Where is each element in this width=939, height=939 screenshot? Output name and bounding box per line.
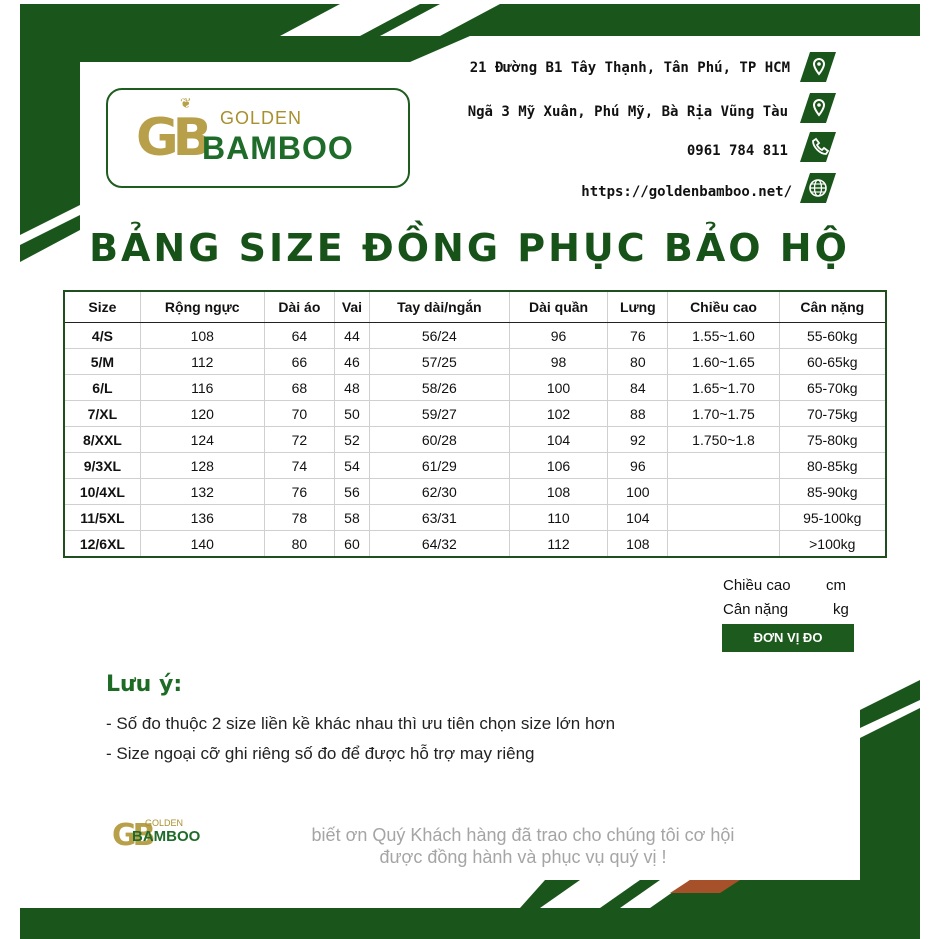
logo-golden-text: GOLDEN bbox=[220, 108, 303, 128]
table-cell: 92 bbox=[608, 427, 668, 453]
col-header-shoulder: Vai bbox=[335, 291, 370, 323]
brand-logo bbox=[106, 88, 410, 188]
table-cell: 65-70kg bbox=[779, 375, 886, 401]
size-cell: 4/S bbox=[64, 323, 140, 349]
col-header-waist: Lưng bbox=[608, 291, 668, 323]
size-cell: 10/4XL bbox=[64, 479, 140, 505]
size-cell: 9/3XL bbox=[64, 453, 140, 479]
table-cell: 104 bbox=[608, 505, 668, 531]
table-cell: 61/29 bbox=[369, 453, 509, 479]
table-row bbox=[64, 427, 886, 453]
table-cell: 1.70~1.75 bbox=[668, 401, 779, 427]
table-cell: 104 bbox=[509, 427, 607, 453]
table-cell: 63/31 bbox=[369, 505, 509, 531]
note-item: - Size ngoại cỡ ghi riêng số đo để được hỗ trợ may riêng bbox=[106, 744, 535, 763]
size-cell: 5/M bbox=[64, 349, 140, 375]
col-header-shirt-length: Dài áo bbox=[264, 291, 334, 323]
col-header-height: Chiều cao bbox=[668, 291, 779, 323]
table-cell: 57/25 bbox=[369, 349, 509, 375]
table-cell: 58 bbox=[335, 505, 370, 531]
frame-right-mid-2 bbox=[860, 708, 920, 880]
notes-heading: Lưu ý: bbox=[106, 672, 183, 697]
table-cell: 46 bbox=[335, 349, 370, 375]
table-cell: 140 bbox=[140, 531, 264, 558]
table-cell: 68 bbox=[264, 375, 334, 401]
table-cell: 1.55~1.60 bbox=[668, 323, 779, 349]
small-logo-golden-text: GOLDEN bbox=[145, 818, 184, 828]
table-cell: 1.60~1.65 bbox=[668, 349, 779, 375]
table-cell: 72 bbox=[264, 427, 334, 453]
table-cell: >100kg bbox=[779, 531, 886, 558]
thanks-line-2: được đồng hành và phục vụ quý vị ! bbox=[379, 847, 667, 867]
table-cell: 70 bbox=[264, 401, 334, 427]
table-cell: 108 bbox=[140, 323, 264, 349]
table-cell: 1.65~1.70 bbox=[668, 375, 779, 401]
table-cell: 132 bbox=[140, 479, 264, 505]
table-cell: 76 bbox=[608, 323, 668, 349]
size-cell: 12/6XL bbox=[64, 531, 140, 558]
contact-phone: 0961 784 811 bbox=[686, 143, 788, 159]
contact-address-hcm: 21 Đường B1 Tây Thạnh, Tân Phú, TP HCM bbox=[469, 60, 790, 76]
col-header-chest: Rộng ngực bbox=[140, 291, 264, 323]
table-cell bbox=[668, 479, 779, 505]
table-cell: 54 bbox=[335, 453, 370, 479]
leaf-icon: ❦ bbox=[180, 96, 192, 112]
globe-icon bbox=[800, 173, 836, 203]
unit-weight-label: Cân nặng bbox=[723, 601, 789, 618]
table-cell: 1.750~1.8 bbox=[668, 427, 779, 453]
table-cell: 78 bbox=[264, 505, 334, 531]
table-cell: 60 bbox=[335, 531, 370, 558]
table-cell: 64/32 bbox=[369, 531, 509, 558]
col-header-size: Size bbox=[64, 291, 140, 323]
table-cell: 55-60kg bbox=[779, 323, 886, 349]
table-cell: 60-65kg bbox=[779, 349, 886, 375]
col-header-weight: Cân nặng bbox=[779, 291, 886, 323]
table-header-row bbox=[64, 291, 886, 323]
logo-bamboo-text: BAMBOO bbox=[202, 130, 354, 166]
table-cell: 112 bbox=[140, 349, 264, 375]
table-cell: 74 bbox=[264, 453, 334, 479]
table-cell: 96 bbox=[509, 323, 607, 349]
table-cell: 96 bbox=[608, 453, 668, 479]
table-cell: 80 bbox=[608, 349, 668, 375]
table-cell: 98 bbox=[509, 349, 607, 375]
page-title: BẢNG SIZE ĐỒNG PHỤC BẢO HỘ bbox=[89, 226, 850, 270]
size-cell: 6/L bbox=[64, 375, 140, 401]
table-cell: 76 bbox=[264, 479, 334, 505]
table-cell: 108 bbox=[509, 479, 607, 505]
phone-icon bbox=[800, 132, 836, 162]
note-item: - Số đo thuộc 2 size liền kề khác nhau thì ưu tiên chọn size lớn hơn bbox=[106, 714, 616, 733]
table-cell bbox=[668, 531, 779, 558]
table-cell: 75-80kg bbox=[779, 427, 886, 453]
table-cell: 56 bbox=[335, 479, 370, 505]
table-cell: 48 bbox=[335, 375, 370, 401]
size-cell: 7/XL bbox=[64, 401, 140, 427]
table-cell: 56/24 bbox=[369, 323, 509, 349]
table-cell: 84 bbox=[608, 375, 668, 401]
col-header-sleeve: Tay dài/ngắn bbox=[369, 291, 509, 323]
table-row bbox=[64, 349, 886, 375]
unit-height-label: Chiều cao bbox=[723, 577, 791, 594]
table-row bbox=[64, 531, 886, 558]
unit-height-unit: cm bbox=[826, 577, 846, 594]
table-cell: 70-75kg bbox=[779, 401, 886, 427]
table-cell: 85-90kg bbox=[779, 479, 886, 505]
size-cell: 11/5XL bbox=[64, 505, 140, 531]
table-cell: 128 bbox=[140, 453, 264, 479]
table-cell: 108 bbox=[608, 531, 668, 558]
table-cell: 100 bbox=[608, 479, 668, 505]
table-cell: 95-100kg bbox=[779, 505, 886, 531]
size-table bbox=[63, 290, 887, 558]
table-cell: 116 bbox=[140, 375, 264, 401]
table-row bbox=[64, 453, 886, 479]
small-logo-monogram: GB bbox=[112, 818, 152, 853]
map-pin-icon bbox=[800, 52, 836, 82]
table-cell: 66 bbox=[264, 349, 334, 375]
table-cell: 64 bbox=[264, 323, 334, 349]
table-cell: 44 bbox=[335, 323, 370, 349]
table-body bbox=[64, 323, 886, 558]
table-cell: 124 bbox=[140, 427, 264, 453]
logo-monogram: GB bbox=[136, 108, 207, 168]
size-cell: 8/XXL bbox=[64, 427, 140, 453]
small-logo-bamboo-text: BAMBOO bbox=[132, 828, 201, 845]
table-cell: 80-85kg bbox=[779, 453, 886, 479]
table-cell: 60/28 bbox=[369, 427, 509, 453]
table-cell: 50 bbox=[335, 401, 370, 427]
col-header-pants-length: Dài quần bbox=[509, 291, 607, 323]
frame-right-strip bbox=[910, 4, 920, 36]
table-cell: 110 bbox=[509, 505, 607, 531]
contact-website[interactable]: https://goldenbamboo.net/ bbox=[581, 184, 792, 200]
unit-label-badge: ĐƠN VỊ ĐO bbox=[722, 624, 854, 652]
table-cell: 59/27 bbox=[369, 401, 509, 427]
table-cell: 102 bbox=[509, 401, 607, 427]
table-row bbox=[64, 323, 886, 349]
table-cell: 120 bbox=[140, 401, 264, 427]
unit-weight-unit: kg bbox=[833, 601, 849, 618]
table-cell: 62/30 bbox=[369, 479, 509, 505]
table-cell: 88 bbox=[608, 401, 668, 427]
table-cell: 58/26 bbox=[369, 375, 509, 401]
table-cell: 106 bbox=[509, 453, 607, 479]
table-row bbox=[64, 401, 886, 427]
table-row bbox=[64, 375, 886, 401]
table-cell: 80 bbox=[264, 531, 334, 558]
table-cell bbox=[668, 505, 779, 531]
table-row bbox=[64, 479, 886, 505]
table-cell: 136 bbox=[140, 505, 264, 531]
thanks-line-1: biết ơn Quý Khách hàng đã trao cho chúng tôi cơ hội bbox=[311, 825, 735, 845]
frame-bottom-band bbox=[20, 880, 920, 939]
contact-address-vungtau: Ngã 3 Mỹ Xuân, Phú Mỹ, Bà Rịa Vũng Tàu bbox=[467, 104, 788, 120]
table-cell: 112 bbox=[509, 531, 607, 558]
table-row bbox=[64, 505, 886, 531]
table-cell: 100 bbox=[509, 375, 607, 401]
table-cell: 52 bbox=[335, 427, 370, 453]
table-cell bbox=[668, 453, 779, 479]
map-pin-icon bbox=[800, 93, 836, 123]
